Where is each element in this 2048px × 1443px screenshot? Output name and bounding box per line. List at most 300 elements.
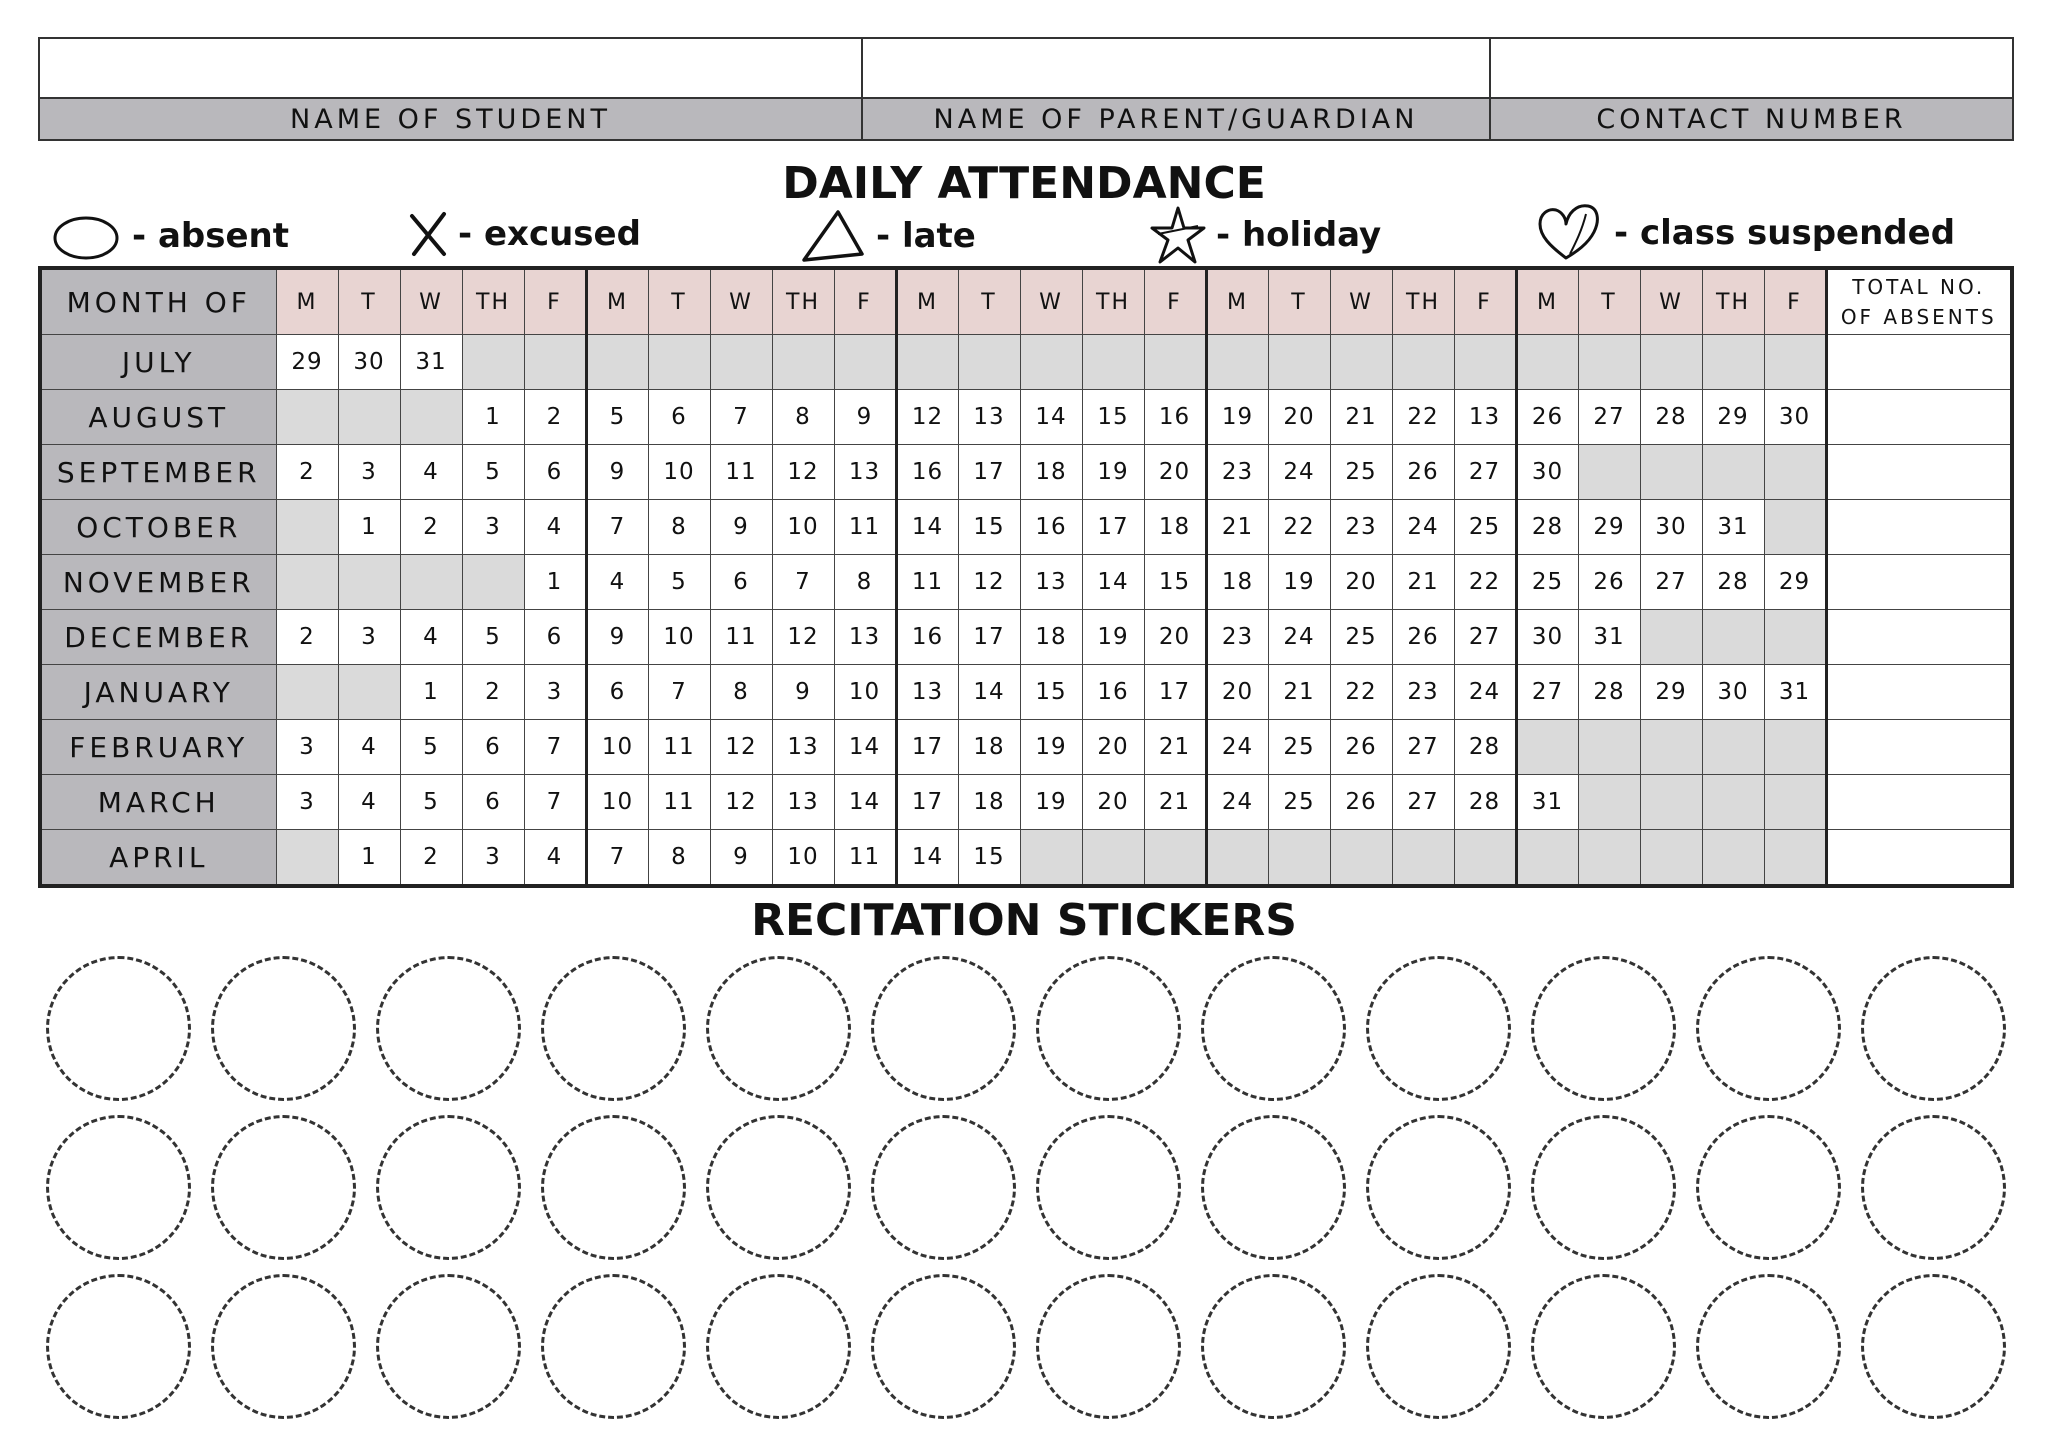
day-cell[interactable]: 14 xyxy=(834,720,896,775)
day-cell[interactable]: 6 xyxy=(586,665,648,720)
day-cell[interactable]: 30 xyxy=(1640,500,1702,555)
sticker-circle[interactable] xyxy=(541,956,686,1101)
sticker-circle[interactable] xyxy=(1366,1274,1511,1419)
day-cell[interactable]: 13 xyxy=(1454,390,1516,445)
day-cell[interactable]: 4 xyxy=(524,500,586,555)
day-cell[interactable]: 26 xyxy=(1330,720,1392,775)
sticker-circle[interactable] xyxy=(1201,1115,1346,1260)
day-cell[interactable]: 11 xyxy=(710,445,772,500)
day-cell[interactable]: 26 xyxy=(1392,445,1454,500)
empty-day-cell xyxy=(1516,335,1578,390)
day-cell[interactable]: 5 xyxy=(648,555,710,610)
day-cell[interactable]: 15 xyxy=(1144,555,1206,610)
day-cell[interactable]: 18 xyxy=(958,720,1020,775)
day-cell[interactable]: 12 xyxy=(772,445,834,500)
day-cell[interactable]: 10 xyxy=(648,610,710,665)
day-cell[interactable]: 7 xyxy=(586,500,648,555)
empty-day-cell xyxy=(276,390,338,445)
empty-day-cell xyxy=(276,555,338,610)
empty-day-cell xyxy=(1144,830,1206,887)
day-cell[interactable]: 23 xyxy=(1330,500,1392,555)
day-cell[interactable]: 29 xyxy=(1640,665,1702,720)
sticker-circle[interactable] xyxy=(1861,1274,2006,1419)
day-cell[interactable]: 3 xyxy=(338,610,400,665)
total-absents-cell[interactable] xyxy=(1826,335,2012,390)
month-row xyxy=(40,720,2012,775)
day-cell[interactable]: 7 xyxy=(710,390,772,445)
day-cell[interactable]: 19 xyxy=(1268,555,1330,610)
day-cell[interactable]: 12 xyxy=(958,555,1020,610)
total-absents-cell[interactable] xyxy=(1826,720,2012,775)
day-cell[interactable]: 30 xyxy=(338,335,400,390)
recitation-stickers-title: RECITATION STICKERS xyxy=(751,895,1297,946)
sticker-circle[interactable] xyxy=(871,1115,1016,1260)
day-header: TH xyxy=(1392,268,1454,335)
day-cell[interactable]: 17 xyxy=(958,610,1020,665)
day-cell[interactable]: 11 xyxy=(834,500,896,555)
month-row xyxy=(40,610,2012,665)
day-cell[interactable]: 29 xyxy=(276,335,338,390)
day-header: T xyxy=(958,268,1020,335)
day-cell[interactable]: 18 xyxy=(1020,610,1082,665)
day-cell[interactable]: 3 xyxy=(462,830,524,887)
legend-absent-label: - absent xyxy=(132,216,289,256)
day-cell[interactable]: 3 xyxy=(462,500,524,555)
day-cell[interactable]: 25 xyxy=(1330,610,1392,665)
day-cell[interactable]: 14 xyxy=(1020,390,1082,445)
day-cell[interactable]: 4 xyxy=(524,830,586,887)
empty-day-cell xyxy=(1764,335,1826,390)
day-cell[interactable]: 6 xyxy=(462,720,524,775)
empty-day-cell xyxy=(338,555,400,610)
day-cell[interactable]: 22 xyxy=(1330,665,1392,720)
day-cell[interactable]: 13 xyxy=(958,390,1020,445)
day-cell[interactable]: 12 xyxy=(710,775,772,830)
day-cell[interactable]: 12 xyxy=(710,720,772,775)
day-cell[interactable]: 30 xyxy=(1764,390,1826,445)
empty-day-cell xyxy=(1392,335,1454,390)
day-cell[interactable]: 21 xyxy=(1144,775,1206,830)
day-cell[interactable]: 7 xyxy=(524,775,586,830)
day-cell[interactable]: 21 xyxy=(1330,390,1392,445)
legend-holiday xyxy=(1150,204,1381,266)
student-name-field[interactable] xyxy=(39,38,862,98)
day-cell[interactable]: 18 xyxy=(958,775,1020,830)
parent-name-field[interactable] xyxy=(862,38,1490,98)
day-cell[interactable]: 5 xyxy=(400,775,462,830)
day-cell[interactable]: 27 xyxy=(1392,775,1454,830)
sticker-circle[interactable] xyxy=(46,1274,191,1419)
day-cell[interactable]: 10 xyxy=(648,445,710,500)
sticker-circle[interactable] xyxy=(376,956,521,1101)
day-cell[interactable]: 16 xyxy=(1082,665,1144,720)
day-cell[interactable]: 27 xyxy=(1454,610,1516,665)
day-cell[interactable]: 23 xyxy=(1206,445,1268,500)
day-cell[interactable]: 21 xyxy=(1392,555,1454,610)
day-cell[interactable]: 4 xyxy=(338,720,400,775)
legend-class-suspended xyxy=(1536,202,1955,264)
day-cell[interactable]: 19 xyxy=(1082,610,1144,665)
day-cell[interactable]: 11 xyxy=(710,610,772,665)
sticker-circle[interactable] xyxy=(706,956,851,1101)
day-cell[interactable]: 9 xyxy=(834,390,896,445)
legend-holiday-label: - holiday xyxy=(1216,215,1382,255)
day-header: TH xyxy=(462,268,524,335)
day-cell[interactable]: 30 xyxy=(1516,610,1578,665)
day-cell[interactable]: 2 xyxy=(276,445,338,500)
day-cell[interactable]: 13 xyxy=(834,445,896,500)
day-cell[interactable]: 5 xyxy=(400,720,462,775)
sticker-circle[interactable] xyxy=(1036,956,1181,1101)
empty-day-cell xyxy=(1764,830,1826,887)
day-cell[interactable]: 18 xyxy=(1020,445,1082,500)
day-cell[interactable]: 23 xyxy=(1206,610,1268,665)
sticker-circle[interactable] xyxy=(541,1274,686,1419)
sticker-circle[interactable] xyxy=(211,1115,356,1260)
day-cell[interactable]: 2 xyxy=(524,390,586,445)
day-cell[interactable]: 20 xyxy=(1082,720,1144,775)
sticker-circle[interactable] xyxy=(46,1115,191,1260)
empty-day-cell xyxy=(1578,720,1640,775)
day-cell[interactable]: 28 xyxy=(1578,665,1640,720)
empty-day-cell xyxy=(1516,720,1578,775)
day-cell[interactable]: 7 xyxy=(524,720,586,775)
day-cell[interactable]: 28 xyxy=(1516,500,1578,555)
contact-number-label: CONTACT NUMBER xyxy=(1490,98,2013,140)
day-cell[interactable]: 15 xyxy=(958,500,1020,555)
day-header: M xyxy=(276,268,338,335)
sticker-circle[interactable] xyxy=(1201,956,1346,1101)
total-absents-cell[interactable] xyxy=(1826,445,2012,500)
day-cell[interactable]: 7 xyxy=(648,665,710,720)
sticker-circle[interactable] xyxy=(1531,1115,1676,1260)
day-cell[interactable]: 27 xyxy=(1392,720,1454,775)
sticker-circle[interactable] xyxy=(1861,1115,2006,1260)
day-cell[interactable]: 18 xyxy=(1144,500,1206,555)
empty-day-cell xyxy=(400,555,462,610)
day-cell[interactable]: 13 xyxy=(772,720,834,775)
day-cell[interactable]: 10 xyxy=(834,665,896,720)
sticker-circle[interactable] xyxy=(871,956,1016,1101)
day-cell[interactable]: 21 xyxy=(1144,720,1206,775)
day-cell[interactable]: 4 xyxy=(400,610,462,665)
day-cell[interactable]: 22 xyxy=(1392,390,1454,445)
day-cell[interactable]: 7 xyxy=(772,555,834,610)
day-cell[interactable]: 27 xyxy=(1640,555,1702,610)
sticker-circle[interactable] xyxy=(706,1115,851,1260)
day-cell[interactable]: 13 xyxy=(834,610,896,665)
day-cell[interactable]: 1 xyxy=(338,830,400,887)
day-cell[interactable]: 23 xyxy=(1392,665,1454,720)
empty-day-cell xyxy=(1640,775,1702,830)
day-cell[interactable]: 24 xyxy=(1206,720,1268,775)
sticker-circle[interactable] xyxy=(1036,1115,1181,1260)
day-cell[interactable]: 16 xyxy=(896,445,958,500)
day-cell[interactable]: 21 xyxy=(1268,665,1330,720)
day-cell[interactable]: 9 xyxy=(710,500,772,555)
day-cell[interactable]: 8 xyxy=(834,555,896,610)
day-cell[interactable]: 20 xyxy=(1144,610,1206,665)
day-cell[interactable]: 6 xyxy=(462,775,524,830)
day-cell[interactable]: 1 xyxy=(400,665,462,720)
day-cell[interactable]: 27 xyxy=(1516,665,1578,720)
day-cell[interactable]: 25 xyxy=(1330,445,1392,500)
day-cell[interactable]: 30 xyxy=(1516,445,1578,500)
day-cell[interactable]: 14 xyxy=(896,830,958,887)
day-cell[interactable]: 25 xyxy=(1516,555,1578,610)
day-cell[interactable]: 27 xyxy=(1578,390,1640,445)
day-cell[interactable]: 6 xyxy=(524,610,586,665)
day-cell[interactable]: 15 xyxy=(958,830,1020,887)
empty-day-cell xyxy=(1578,830,1640,887)
day-cell[interactable]: 4 xyxy=(586,555,648,610)
day-cell[interactable]: 15 xyxy=(1020,665,1082,720)
day-cell[interactable]: 20 xyxy=(1144,445,1206,500)
day-header: W xyxy=(710,268,772,335)
day-cell[interactable]: 11 xyxy=(896,555,958,610)
day-cell[interactable]: 21 xyxy=(1206,500,1268,555)
sticker-circle[interactable] xyxy=(1366,1115,1511,1260)
day-cell[interactable]: 25 xyxy=(1268,775,1330,830)
day-cell[interactable]: 10 xyxy=(772,830,834,887)
day-cell[interactable]: 2 xyxy=(400,500,462,555)
day-cell[interactable]: 16 xyxy=(896,610,958,665)
empty-day-cell xyxy=(1454,335,1516,390)
total-absents-cell[interactable] xyxy=(1826,830,2012,887)
empty-day-cell xyxy=(1640,445,1702,500)
day-cell[interactable]: 17 xyxy=(1144,665,1206,720)
total-absents-cell[interactable] xyxy=(1826,555,2012,610)
day-cell[interactable]: 9 xyxy=(710,830,772,887)
sticker-circle[interactable] xyxy=(376,1274,521,1419)
sticker-circle[interactable] xyxy=(1036,1274,1181,1419)
legend-class-suspended-label: - class suspended xyxy=(1614,213,1956,253)
sticker-circle[interactable] xyxy=(1366,956,1511,1101)
day-cell[interactable]: 9 xyxy=(586,445,648,500)
month-label: DECEMBER xyxy=(40,610,276,665)
day-cell[interactable]: 19 xyxy=(1206,390,1268,445)
day-cell[interactable]: 5 xyxy=(462,610,524,665)
day-cell[interactable]: 28 xyxy=(1454,775,1516,830)
day-header: T xyxy=(1268,268,1330,335)
day-cell[interactable]: 11 xyxy=(834,830,896,887)
day-cell[interactable]: 16 xyxy=(1020,500,1082,555)
empty-day-cell xyxy=(1578,335,1640,390)
legend-late-label: - late xyxy=(876,216,976,256)
day-cell[interactable]: 3 xyxy=(276,720,338,775)
day-cell[interactable]: 26 xyxy=(1578,555,1640,610)
day-header: T xyxy=(1578,268,1640,335)
day-cell[interactable]: 17 xyxy=(896,720,958,775)
day-cell[interactable]: 24 xyxy=(1268,610,1330,665)
empty-day-cell xyxy=(1578,775,1640,830)
empty-day-cell xyxy=(338,665,400,720)
day-cell[interactable]: 31 xyxy=(1578,610,1640,665)
day-cell[interactable]: 26 xyxy=(1392,610,1454,665)
day-cell[interactable]: 2 xyxy=(462,665,524,720)
sticker-circle[interactable] xyxy=(1696,1115,1841,1260)
day-cell[interactable]: 30 xyxy=(1702,665,1764,720)
day-cell[interactable]: 31 xyxy=(1516,775,1578,830)
day-cell[interactable]: 11 xyxy=(648,775,710,830)
empty-day-cell xyxy=(1702,830,1764,887)
sticker-circle[interactable] xyxy=(1201,1274,1346,1419)
day-header: W xyxy=(1330,268,1392,335)
sticker-circle[interactable] xyxy=(1531,956,1676,1101)
day-cell[interactable]: 20 xyxy=(1206,665,1268,720)
day-header: F xyxy=(834,268,896,335)
legend-excused-label: - excused xyxy=(458,214,641,254)
sticker-circle[interactable] xyxy=(871,1274,1016,1419)
empty-day-cell xyxy=(648,335,710,390)
day-cell[interactable]: 9 xyxy=(586,610,648,665)
day-cell[interactable]: 8 xyxy=(648,500,710,555)
day-cell[interactable]: 31 xyxy=(400,335,462,390)
day-cell[interactable]: 20 xyxy=(1330,555,1392,610)
month-row xyxy=(40,445,2012,500)
day-header: F xyxy=(1144,268,1206,335)
student-name-label: NAME OF STUDENT xyxy=(39,98,862,140)
month-row xyxy=(40,830,2012,887)
day-cell[interactable]: 28 xyxy=(1640,390,1702,445)
contact-number-field[interactable] xyxy=(1490,38,2013,98)
day-cell[interactable]: 17 xyxy=(958,445,1020,500)
empty-day-cell xyxy=(1702,720,1764,775)
day-cell[interactable]: 2 xyxy=(400,830,462,887)
legend-late xyxy=(800,208,976,264)
day-cell[interactable]: 3 xyxy=(338,445,400,500)
day-cell[interactable]: 7 xyxy=(586,830,648,887)
day-cell[interactable]: 17 xyxy=(1082,500,1144,555)
triangle-icon xyxy=(800,208,866,264)
star-icon xyxy=(1150,204,1206,266)
day-cell[interactable]: 25 xyxy=(1268,720,1330,775)
day-cell[interactable]: 22 xyxy=(1454,555,1516,610)
day-cell[interactable]: 28 xyxy=(1454,720,1516,775)
total-absents-cell[interactable] xyxy=(1826,390,2012,445)
day-cell[interactable]: 29 xyxy=(1764,555,1826,610)
day-cell[interactable]: 20 xyxy=(1082,775,1144,830)
day-cell[interactable]: 10 xyxy=(586,720,648,775)
month-label: APRIL xyxy=(40,830,276,887)
sticker-circle[interactable] xyxy=(706,1274,851,1419)
day-cell[interactable]: 3 xyxy=(276,775,338,830)
day-cell[interactable]: 19 xyxy=(1020,775,1082,830)
day-cell[interactable]: 11 xyxy=(648,720,710,775)
day-cell[interactable]: 9 xyxy=(772,665,834,720)
sticker-circle[interactable] xyxy=(211,956,356,1101)
day-cell[interactable]: 13 xyxy=(772,775,834,830)
day-cell[interactable]: 1 xyxy=(524,555,586,610)
total-absents-cell[interactable] xyxy=(1826,665,2012,720)
empty-day-cell xyxy=(338,390,400,445)
day-cell[interactable]: 17 xyxy=(896,775,958,830)
day-cell[interactable]: 24 xyxy=(1268,445,1330,500)
oval-icon xyxy=(52,210,122,262)
day-cell[interactable]: 19 xyxy=(1082,445,1144,500)
day-cell[interactable]: 13 xyxy=(896,665,958,720)
day-cell[interactable]: 10 xyxy=(586,775,648,830)
day-cell[interactable]: 14 xyxy=(834,775,896,830)
day-cell[interactable]: 3 xyxy=(524,665,586,720)
sticker-circle[interactable] xyxy=(376,1115,521,1260)
day-cell[interactable]: 13 xyxy=(1020,555,1082,610)
total-absents-cell[interactable] xyxy=(1826,500,2012,555)
day-cell[interactable]: 28 xyxy=(1702,555,1764,610)
day-cell[interactable]: 27 xyxy=(1454,445,1516,500)
sticker-circle[interactable] xyxy=(46,956,191,1101)
day-cell[interactable]: 10 xyxy=(772,500,834,555)
day-cell[interactable]: 4 xyxy=(338,775,400,830)
day-cell[interactable]: 12 xyxy=(896,390,958,445)
sticker-circle[interactable] xyxy=(541,1115,686,1260)
month-row xyxy=(40,555,2012,610)
sticker-circle[interactable] xyxy=(1696,956,1841,1101)
day-cell[interactable]: 18 xyxy=(1206,555,1268,610)
day-cell[interactable]: 4 xyxy=(400,445,462,500)
day-cell[interactable]: 20 xyxy=(1268,390,1330,445)
day-cell[interactable]: 12 xyxy=(772,610,834,665)
day-cell[interactable]: 8 xyxy=(772,390,834,445)
day-cell[interactable]: 26 xyxy=(1516,390,1578,445)
day-cell[interactable]: 16 xyxy=(1144,390,1206,445)
day-header: TH xyxy=(1702,268,1764,335)
month-row xyxy=(40,390,2012,445)
sticker-circle[interactable] xyxy=(1696,1274,1841,1419)
total-absents-header xyxy=(1826,268,2012,335)
day-cell[interactable]: 6 xyxy=(524,445,586,500)
day-cell[interactable]: 5 xyxy=(462,445,524,500)
sticker-circle[interactable] xyxy=(211,1274,356,1419)
day-cell[interactable]: 1 xyxy=(462,390,524,445)
empty-day-cell xyxy=(1330,830,1392,887)
empty-day-cell xyxy=(1578,445,1640,500)
day-cell[interactable]: 14 xyxy=(896,500,958,555)
total-absents-header-line1: TOTAL NO. xyxy=(1852,275,1986,299)
day-cell[interactable]: 6 xyxy=(710,555,772,610)
day-cell[interactable]: 26 xyxy=(1330,775,1392,830)
day-cell[interactable]: 6 xyxy=(648,390,710,445)
empty-day-cell xyxy=(1454,830,1516,887)
day-cell[interactable]: 8 xyxy=(710,665,772,720)
sticker-circle[interactable] xyxy=(1531,1274,1676,1419)
empty-day-cell xyxy=(1268,335,1330,390)
day-cell[interactable]: 8 xyxy=(648,830,710,887)
heart-icon xyxy=(1536,202,1604,264)
day-cell[interactable]: 2 xyxy=(276,610,338,665)
day-cell[interactable]: 24 xyxy=(1206,775,1268,830)
day-cell[interactable]: 29 xyxy=(1578,500,1640,555)
day-cell[interactable]: 19 xyxy=(1020,720,1082,775)
day-cell[interactable]: 24 xyxy=(1454,665,1516,720)
total-absents-cell[interactable] xyxy=(1826,610,2012,665)
day-cell[interactable]: 14 xyxy=(958,665,1020,720)
sticker-circle[interactable] xyxy=(1861,956,2006,1101)
day-cell[interactable]: 25 xyxy=(1454,500,1516,555)
day-cell[interactable]: 15 xyxy=(1082,390,1144,445)
day-cell[interactable]: 31 xyxy=(1764,665,1826,720)
total-absents-cell[interactable] xyxy=(1826,775,2012,830)
day-cell[interactable]: 1 xyxy=(338,500,400,555)
day-cell[interactable]: 29 xyxy=(1702,390,1764,445)
day-cell[interactable]: 24 xyxy=(1392,500,1454,555)
empty-day-cell xyxy=(1144,335,1206,390)
empty-day-cell xyxy=(276,665,338,720)
day-cell[interactable]: 31 xyxy=(1702,500,1764,555)
day-cell[interactable]: 22 xyxy=(1268,500,1330,555)
day-cell[interactable]: 5 xyxy=(586,390,648,445)
day-cell[interactable]: 14 xyxy=(1082,555,1144,610)
